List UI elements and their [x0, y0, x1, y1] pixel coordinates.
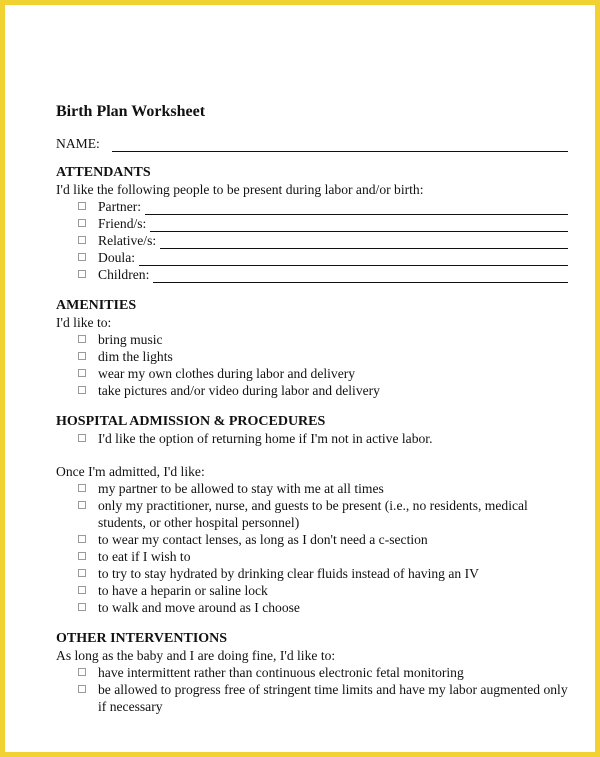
item-text: be allowed to progress free of stringent time limits and have my labor augmented only if necessary [98, 682, 568, 714]
item-text: to have a heparin or saline lock [98, 583, 268, 598]
checkbox[interactable] [78, 484, 86, 492]
worksheet-content [56, 102, 568, 729]
item-label: Partner: [98, 199, 142, 214]
attendants-intro: I'd like the following people to be present during labor and/or birth: [56, 182, 424, 197]
attendants-list [56, 198, 568, 283]
item-text: only my practitioner, nurse, and guests to be present (i.e., no residents, medical students, or other hospital personnel) [98, 498, 528, 530]
list-item [56, 348, 568, 365]
hospital-list [56, 430, 568, 447]
checkbox[interactable] [78, 501, 86, 509]
item-label: Friend/s: [98, 216, 147, 231]
item-text: bring music [98, 332, 163, 347]
checkbox[interactable] [78, 352, 86, 360]
blank-line[interactable] [153, 270, 568, 283]
item-label: Children: [98, 267, 150, 282]
checkbox[interactable] [78, 236, 86, 244]
item-text: take pictures and/or video during labor and delivery [98, 383, 380, 398]
interventions-list [56, 664, 568, 715]
checkbox[interactable] [78, 552, 86, 560]
checkbox[interactable] [78, 535, 86, 543]
document-page [5, 5, 595, 752]
attendants-section [56, 164, 568, 283]
amenities-list [56, 331, 568, 399]
item-text: wear my own clothes during labor and delivery [98, 366, 356, 381]
list-item [56, 548, 568, 565]
item-text: to wear my contact lenses, as long as I don't need a c-section [98, 532, 428, 547]
item-text: to eat if I wish to [98, 549, 191, 564]
item-text: have intermittent rather than continuous electronic fetal monitoring [98, 665, 464, 680]
checkbox[interactable] [78, 219, 86, 227]
item-text: to try to stay hydrated by drinking clear fluids instead of having an IV [98, 566, 479, 581]
hospital-section [56, 413, 568, 616]
interventions-heading: OTHER INTERVENTIONS [56, 631, 228, 646]
checkbox[interactable] [78, 603, 86, 611]
admitted-intro: Once I'm admitted, I'd like: [56, 464, 205, 479]
checkbox[interactable] [78, 668, 86, 676]
item-label: Doula: [98, 250, 135, 265]
hospital-heading: HOSPITAL ADMISSION & PROCEDURES [56, 414, 326, 429]
blank-line[interactable] [139, 253, 568, 266]
list-item [56, 215, 568, 232]
page-title: Birth Plan Worksheet [56, 103, 206, 120]
list-item [56, 531, 568, 548]
list-item [56, 664, 568, 681]
list-item [56, 365, 568, 382]
list-item [56, 198, 568, 215]
list-item [56, 331, 568, 348]
name-label: NAME: [56, 136, 100, 151]
checkbox[interactable] [78, 586, 86, 594]
blank-line[interactable] [150, 219, 568, 232]
item-text: to walk and move around as I choose [98, 600, 300, 615]
blank-line[interactable] [145, 202, 568, 215]
admitted-list [56, 480, 568, 616]
name-blank-line[interactable] [112, 139, 568, 152]
blank-line[interactable] [160, 236, 568, 249]
interventions-section [56, 630, 568, 715]
checkbox[interactable] [78, 434, 86, 442]
item-text: I'd like the option of returning home if I'm not in active labor. [98, 431, 433, 446]
checkbox[interactable] [78, 335, 86, 343]
list-item [56, 480, 568, 497]
item-label: Relative/s: [98, 233, 157, 248]
list-item [56, 249, 568, 266]
checkbox[interactable] [78, 685, 86, 693]
item-text: dim the lights [98, 349, 173, 364]
checkbox[interactable] [78, 253, 86, 261]
checkbox[interactable] [78, 569, 86, 577]
list-item [56, 582, 568, 599]
checkbox[interactable] [78, 386, 86, 394]
list-item [56, 681, 568, 715]
checkbox[interactable] [78, 270, 86, 278]
list-item [56, 382, 568, 399]
name-row [56, 135, 568, 152]
amenities-section [56, 297, 568, 399]
interventions-intro: As long as the baby and I are doing fine, I'd like to: [56, 648, 336, 663]
list-item [56, 232, 568, 249]
attendants-heading: ATTENDANTS [56, 165, 151, 180]
list-item [56, 599, 568, 616]
list-item [56, 565, 568, 582]
list-item [56, 430, 568, 447]
checkbox[interactable] [78, 202, 86, 210]
amenities-intro: I'd like to: [56, 315, 112, 330]
list-item [56, 266, 568, 283]
amenities-heading: AMENITIES [56, 298, 137, 313]
item-text: my partner to be allowed to stay with me at all times [98, 481, 384, 496]
list-item [56, 497, 568, 531]
checkbox[interactable] [78, 369, 86, 377]
